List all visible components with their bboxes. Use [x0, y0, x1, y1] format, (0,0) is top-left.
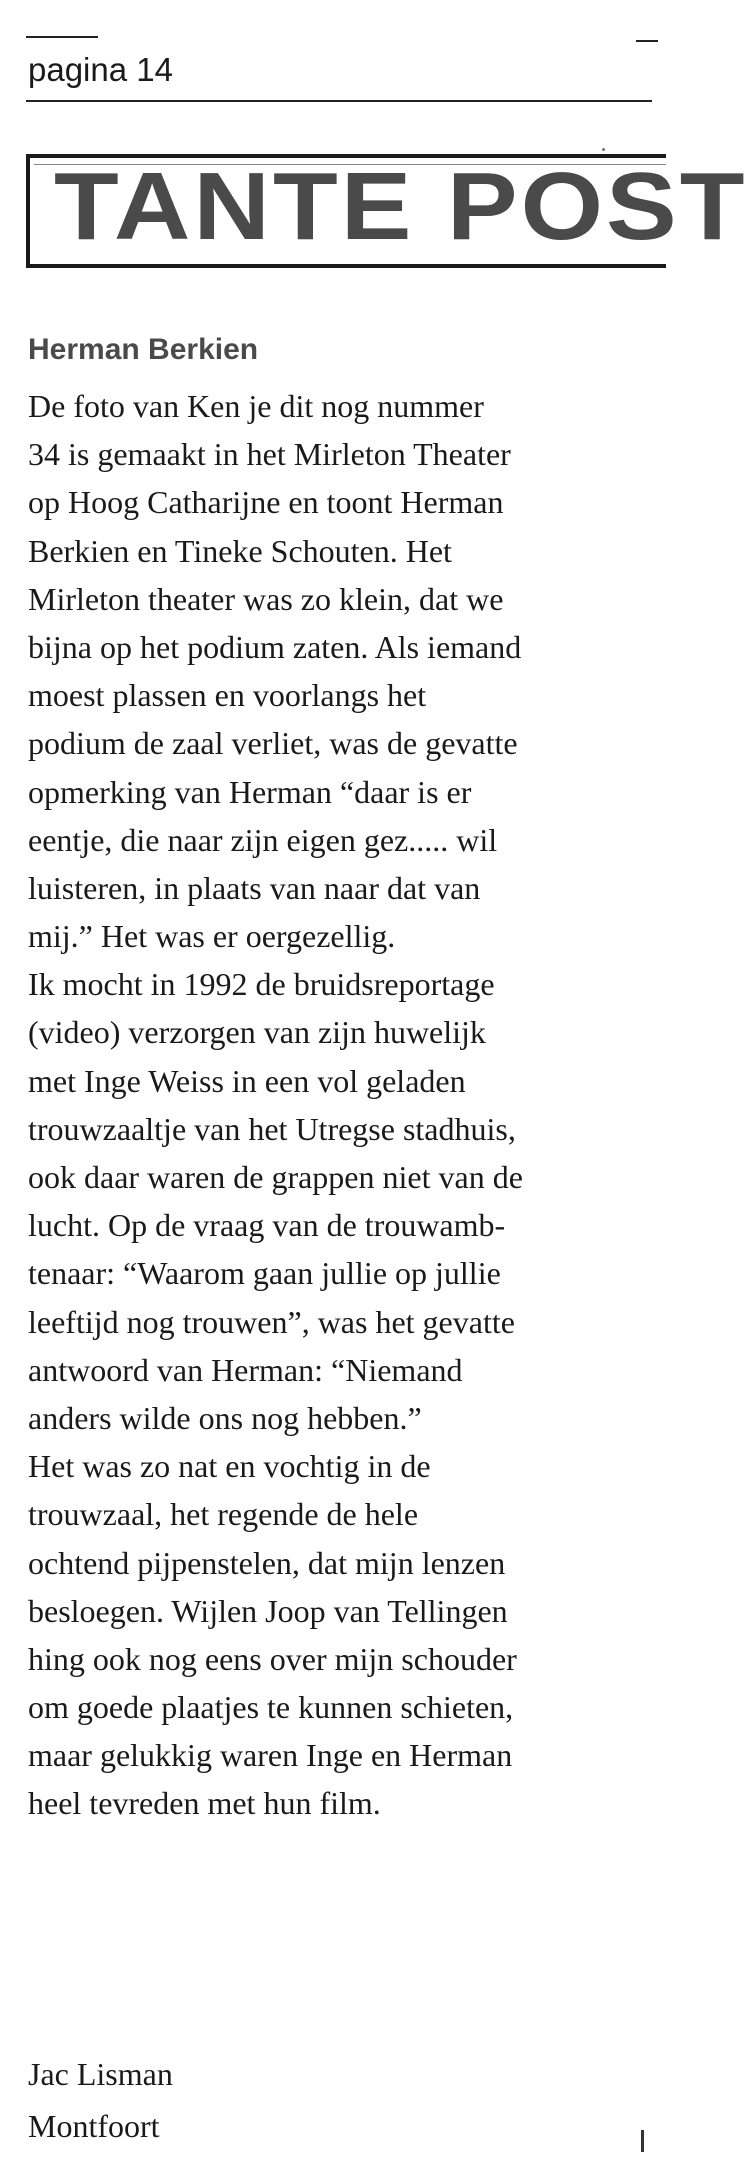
body-line: (video) verzorgen van zijn huwelijk	[28, 1014, 486, 1051]
body-line: hing ook nog eens over mijn schouder	[28, 1640, 517, 1677]
body-line: leeftijd nog trouwen”, was het gevatte	[28, 1303, 515, 1340]
page-header-rule	[26, 100, 652, 102]
signature-place: Montfoort	[28, 2108, 160, 2144]
body-line: Mirleton theater was zo klein, dat we	[28, 580, 504, 617]
section-title: TANTE POST	[54, 153, 747, 260]
body-line: Berkien en Tineke Schouten. Het	[28, 532, 452, 569]
body-line: mij.” Het was er oergezellig.	[28, 918, 396, 955]
body-line: opmerking van Herman “daar is er	[28, 773, 472, 810]
body-line: De foto van Ken je dit nog nummer	[28, 388, 484, 424]
print-speck	[602, 148, 605, 151]
body-line: trouwzaal, het regende de hele	[28, 1496, 419, 1533]
body-line: om goede plaatjes te kunnen schieten,	[28, 1689, 514, 1726]
body-line: tenaar: “Waarom gaan jullie op jullie	[28, 1255, 501, 1292]
top-rule-tick	[636, 40, 658, 42]
page-number-label: pagina 14	[28, 51, 173, 88]
body-line: moest plassen en voorlangs het	[28, 677, 427, 714]
body-line: Ik mocht in 1992 de bruidsreportage	[28, 966, 495, 1003]
margin-mark	[641, 2130, 644, 2152]
body-line: Het was zo nat en vochtig in de	[28, 1448, 431, 1485]
article-body	[28, 382, 648, 1828]
signature-name: Jac Lisman	[28, 2056, 173, 2092]
body-line: trouwzaaltje van het Utregse stadhuis,	[28, 1110, 516, 1147]
article-heading: Herman Berkien	[28, 333, 259, 366]
body-line: eentje, die naar zijn eigen gez..... wil	[28, 821, 498, 858]
body-line: ochtend pijpenstelen, dat mijn lenzen	[28, 1544, 506, 1581]
body-line: met Inge Weiss in een vol geladen	[28, 1062, 466, 1099]
body-line: 34 is gemaakt in het Mirleton Theater	[28, 436, 511, 473]
body-line: podium de zaal verliet, was de gevatte	[28, 725, 518, 762]
body-line: besloegen. Wijlen Joop van Tellingen	[28, 1592, 508, 1629]
body-line: ook daar waren de grappen niet van de	[28, 1159, 523, 1195]
body-line: maar gelukkig waren Inge en Herman	[28, 1737, 513, 1774]
body-line: lucht. Op de vraag van de trouwamb-	[28, 1207, 506, 1244]
body-line: anders wilde ons nog hebben.”	[28, 1399, 422, 1436]
body-line: bijna op het podium zaten. Als iemand	[28, 628, 522, 665]
body-line: antwoord van Herman: “Niemand	[28, 1351, 463, 1388]
body-line: op Hoog Catharijne en toont Herman	[28, 484, 504, 521]
letter-signature	[28, 2048, 173, 2152]
body-line: heel tevreden met hun film.	[28, 1785, 381, 1822]
top-rule-short	[26, 36, 98, 38]
body-line: luisteren, in plaats van naar dat van	[28, 869, 481, 906]
